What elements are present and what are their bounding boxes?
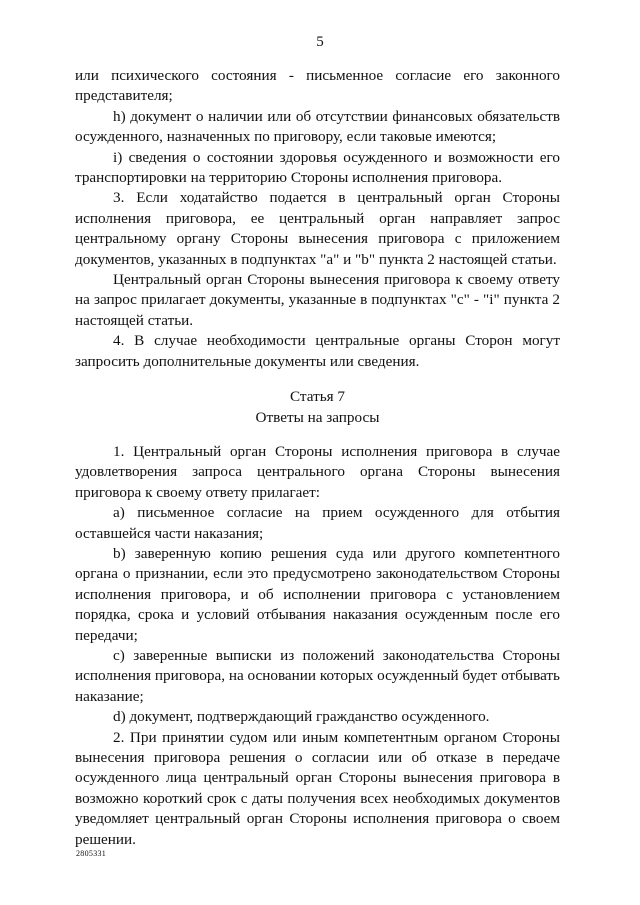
spacer [75,428,560,442]
article-number: Статья 7 [289,388,346,406]
paragraph-article7-point-1: 1. Центральный орган Стороны исполнения приговора в случае удовлетворения запроса центрального органа Стороны вынесения приговора к своему ответу прилагает: [75,442,560,501]
paragraph-article7-point-2: 2. При принятии судом или иным компетентным органом Стороны вынесения приговора решения о согласии или об отказе в передаче осужденного лица центральный орган Стороны вынесения приговора в возможно короткий срок с даты получения всех необходимых документов уведомляет центральный орган Стороны исполнения приговора о своем решении. [75,728,560,848]
document-body [75,66,560,850]
paragraph-point-4: 4. В случае необходимости центральные органы Сторон могут запросить дополнительные документы или сведения. [75,332,560,370]
paragraph-item-i: i) сведения о состоянии здоровья осужденного и возможности его транспортировки на территорию Стороны исполнения приговора. [75,148,560,187]
page-number: 5 [316,34,324,50]
paragraph-item-c: c) заверенные выписки из положений законодательства Стороны исполнения приговора, на основании которых осужденный будет отбывать наказание; [75,646,560,705]
paragraph-item-d: d) документ, подтверждающий гражданство осужденного. [113,708,490,726]
document-code: 2805331 [76,849,107,858]
article-title: Ответы на запросы [255,408,380,426]
paragraph-central-organ-response: Центральный орган Стороны вынесения приговора к своему ответу на запрос прилагает документы, указанные в подпунктах "с" - "i" пункта 2 настоящей статьи. [75,271,560,329]
paragraph-item-a: a) письменное согласие на прием осужденного для отбытия оставшейся части наказания; [75,504,560,542]
paragraph-item-b: b) заверенную копию решения суда или другого компетентного органа о признании, если это предусмотрено законодательством Стороны исполнения приговора, и об исполнении приговора с установлением порядка, срока и условий отбывания наказания осужденным после его передачи; [75,544,560,644]
spacer [75,372,560,387]
paragraph-point-3: 3. Если ходатайство подается в центральный орган Стороны исполнения приговора, ее центральный орган направляет запрос центральному органу Стороны вынесения приговора с приложением документов, указанных в подпунктах "а" и "b" пункта 2 настоящей статьи. [75,189,560,268]
paragraph-mental-state-continuation: или психического состояния - письменное согласие его законного представителя; [75,67,560,105]
paragraph-item-h: h) документ о наличии или об отсутствии финансовых обязательств осужденного, назначенных по приговору, если таковые имеются; [75,107,560,146]
